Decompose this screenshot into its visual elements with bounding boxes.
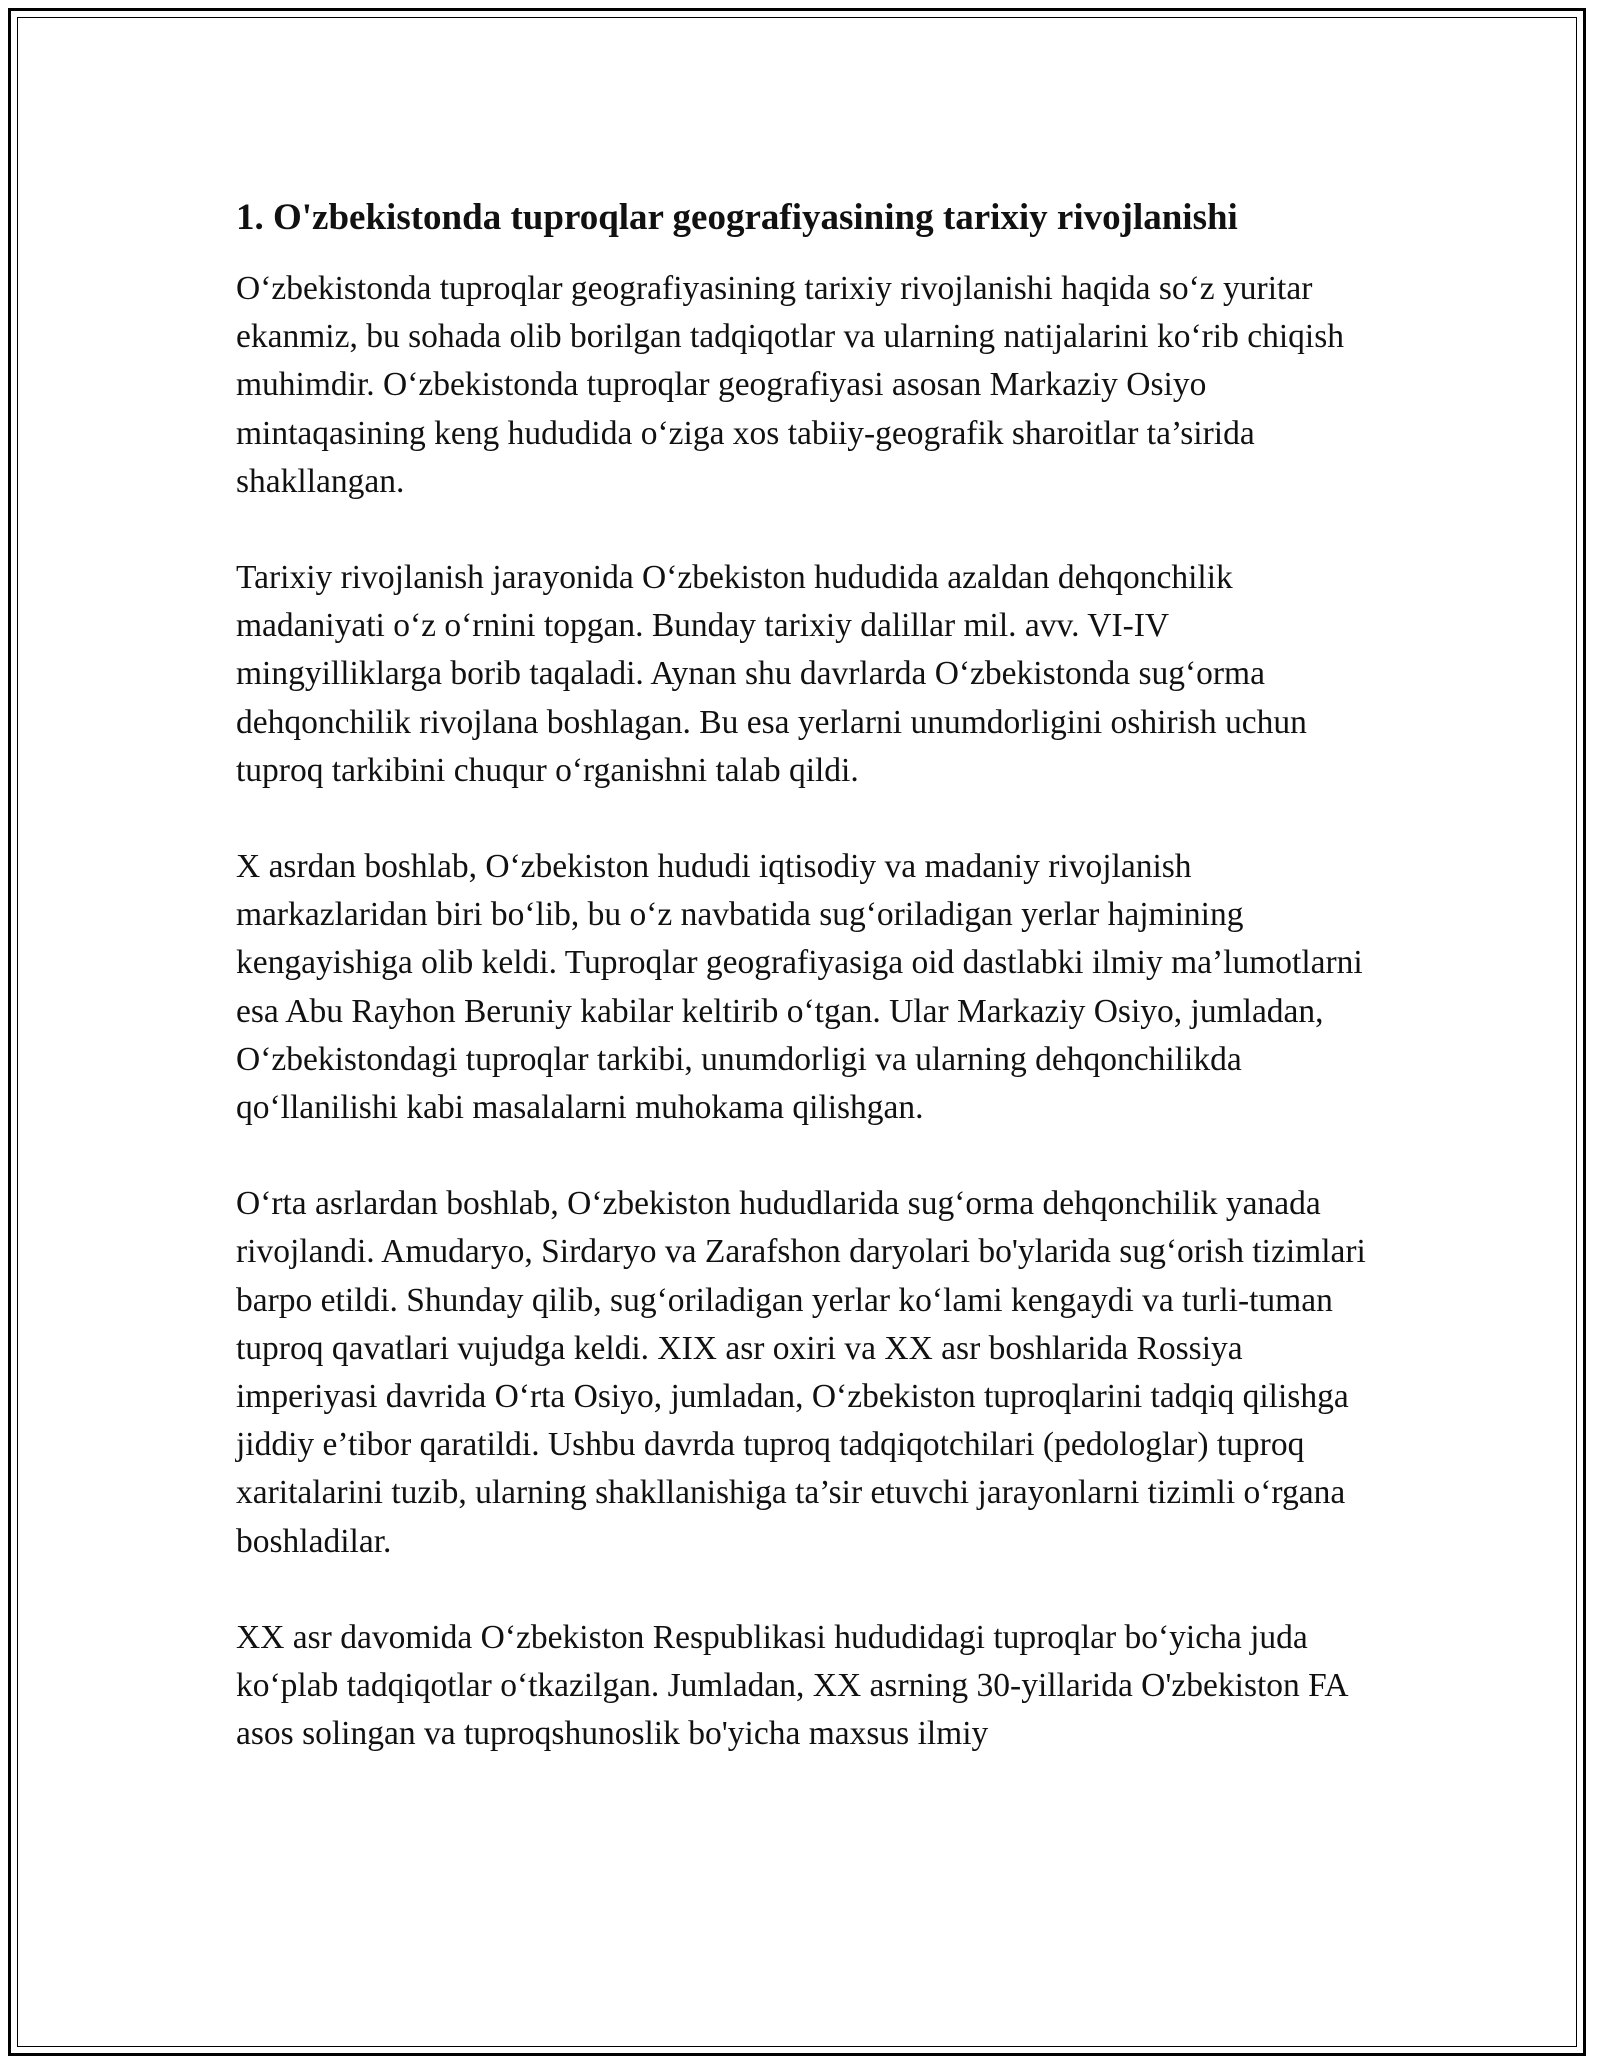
paragraph-3: X asrdan boshlab, O‘zbekiston hududi iqtisodiy va madaniy rivojlanish markazlaridan biri bo‘lib, bu o‘z navbatida sug‘oriladigan yerlar hajmining kengayishiga olib keldi. Tuproqlar geografiyasiga oid dastlabki ilmiy ma’lumotlarni esa Abu Rayhon Beruniy kabilar keltirib o‘tgan. Ular Markaziy Osiyo, jumladan, O‘zbekistondagi tuproqlar tarkibi, unumdorligi va ularning dehqonchilikda qo‘llanilishi kabi masalalarni muhokama qilishgan.: [236, 848, 1363, 1127]
document-body: [236, 190, 1366, 1806]
paragraph-2: Tarixiy rivojlanish jarayonida O‘zbekiston hududida azaldan dehqonchilik madaniyati o‘z o‘rnini topgan. Bunday tarixiy dalillar mil. avv. VI-IV mingyilliklarga borib taqaladi. Aynan shu davrlarda O‘zbekistonda sug‘orma dehqonchilik rivojlana boshlagan. Bu esa yerlarni unumdorligini oshirish uchun tuproq tarkibini chuqur o‘rganishni talab qildi.: [236, 559, 1307, 789]
paragraph-5: XX asr davomida O‘zbekiston Respublikasi hududidagi tuproqlar bo‘yicha juda ko‘plab tadqiqotlar o‘tkazilgan. Jumladan, XX asrning 30-yillarida O'zbekiston FA asos solingan va tuproqshunoslik bo'yicha maxsus ilmiy: [236, 1618, 1347, 1753]
paragraph-4: O‘rta asrlardan boshlab, O‘zbekiston hududlarida sug‘orma dehqonchilik yanada rivojlandi. Amudaryo, Sirdaryo va Zarafshon daryolari bo'ylarida sug‘orish tizimlari barpo etildi. Shunday qilib, sug‘oriladigan yerlar ko‘lami kengaydi va turli-tuman tuproq qavatlari vujudga keldi. XIX asr oxiri va XX asr boshlarida Rossiya imperiyasi davrida O‘rta Osiyo, jumladan, O‘zbekiston tuproqlarini tadqiq qilishga jiddiy e’tibor qaratildi. Ushbu davrda tuproq tadqiqotchilari (pedologlar) tuproq xaritalarini tuzib, ularning shakllanishiga ta’sir etuvchi jarayonlarni tizimli o‘rgana boshladilar.: [236, 1185, 1366, 1560]
paragraph-1: O‘zbekistonda tuproqlar geografiyasining tarixiy rivojlanishi haqida so‘z yuritar ekanmiz, bu sohada olib borilgan tadqiqotlar va ularning natijalarini ko‘rib chiqish muhimdir. O‘zbekistonda tuproqlar geografiyasi asosan Markaziy Osiyo mintaqasining keng hududida o‘ziga xos tabiiy-geografik sharoitlar ta’sirida shakllangan.: [236, 270, 1345, 500]
document-title: 1. O'zbekistonda tuproqlar geografiyasining tarixiy rivojlanishi: [236, 197, 1238, 238]
